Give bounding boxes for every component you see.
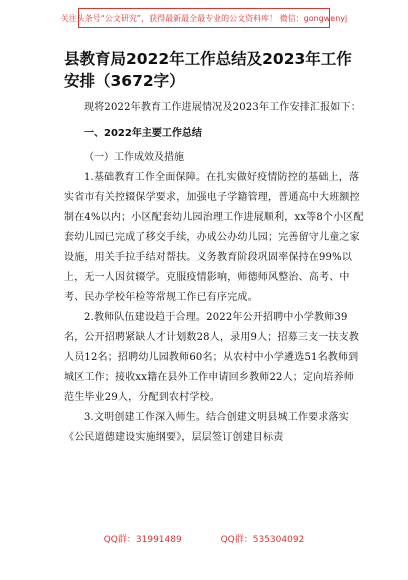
footer-qq-1: QQ群：31991489 (103, 535, 182, 545)
document-body (64, 48, 364, 448)
subsection-heading: （一）工作成效及措施 (84, 152, 184, 163)
paragraph-1: 1.基础教育工作全面保障。在扎实做好疫情防控的基础上，落实省市有关控辍保学要求，加强电子学籍管理，普通高中大班额控制在4%以内；小区配套幼儿园治理工作进展顺利，xx等8个小区配套幼儿园已完成了移交手续，办成公办幼儿园；完善留守儿童之家设施，用关手拉手结对帮扶。义务教育阶段巩固率保持在99%以上，无一人因贫辍学。克服疫情影响，师德师风整治、高考、中考、民办学校年检等常规工作已有序完成。 (64, 172, 364, 303)
paragraph-2: 2.教师队伍建设趋于合理。2022年公开招聘中小学教师39名，公开招聘紧缺人才计划数28人，录用9人；招募三支一扶支教人员12名；招聘幼儿园教师60名；从农村中小学遴选51名教师到城区工作；接收xx籍在县外工作申请回乡教师22人；定向培养师范生毕业29人，分配到农村学校。 (64, 312, 360, 403)
footer-contacts (0, 532, 408, 545)
section-heading: 一、2022年主要工作总结 (84, 128, 202, 139)
footer-qq-2: QQ群：535304092 (220, 535, 305, 545)
intro-paragraph: 现将2022年教育工作进展情况及2023年工作安排汇报如下： (84, 102, 361, 113)
paragraph-3: 3.文明创建工作深入师生。结合创建文明县城工作要求落实《公民道德建设实施纲要》，层层签订创建目标责 (64, 412, 349, 443)
header-banner: 关注头条号“公文研究”，获得最新最全最专业的公文资料库！ 微信：gongwenyj (78, 8, 330, 28)
document-title: 县教育局2022年工作总结及2023年工作安排（3672字） (64, 50, 352, 90)
